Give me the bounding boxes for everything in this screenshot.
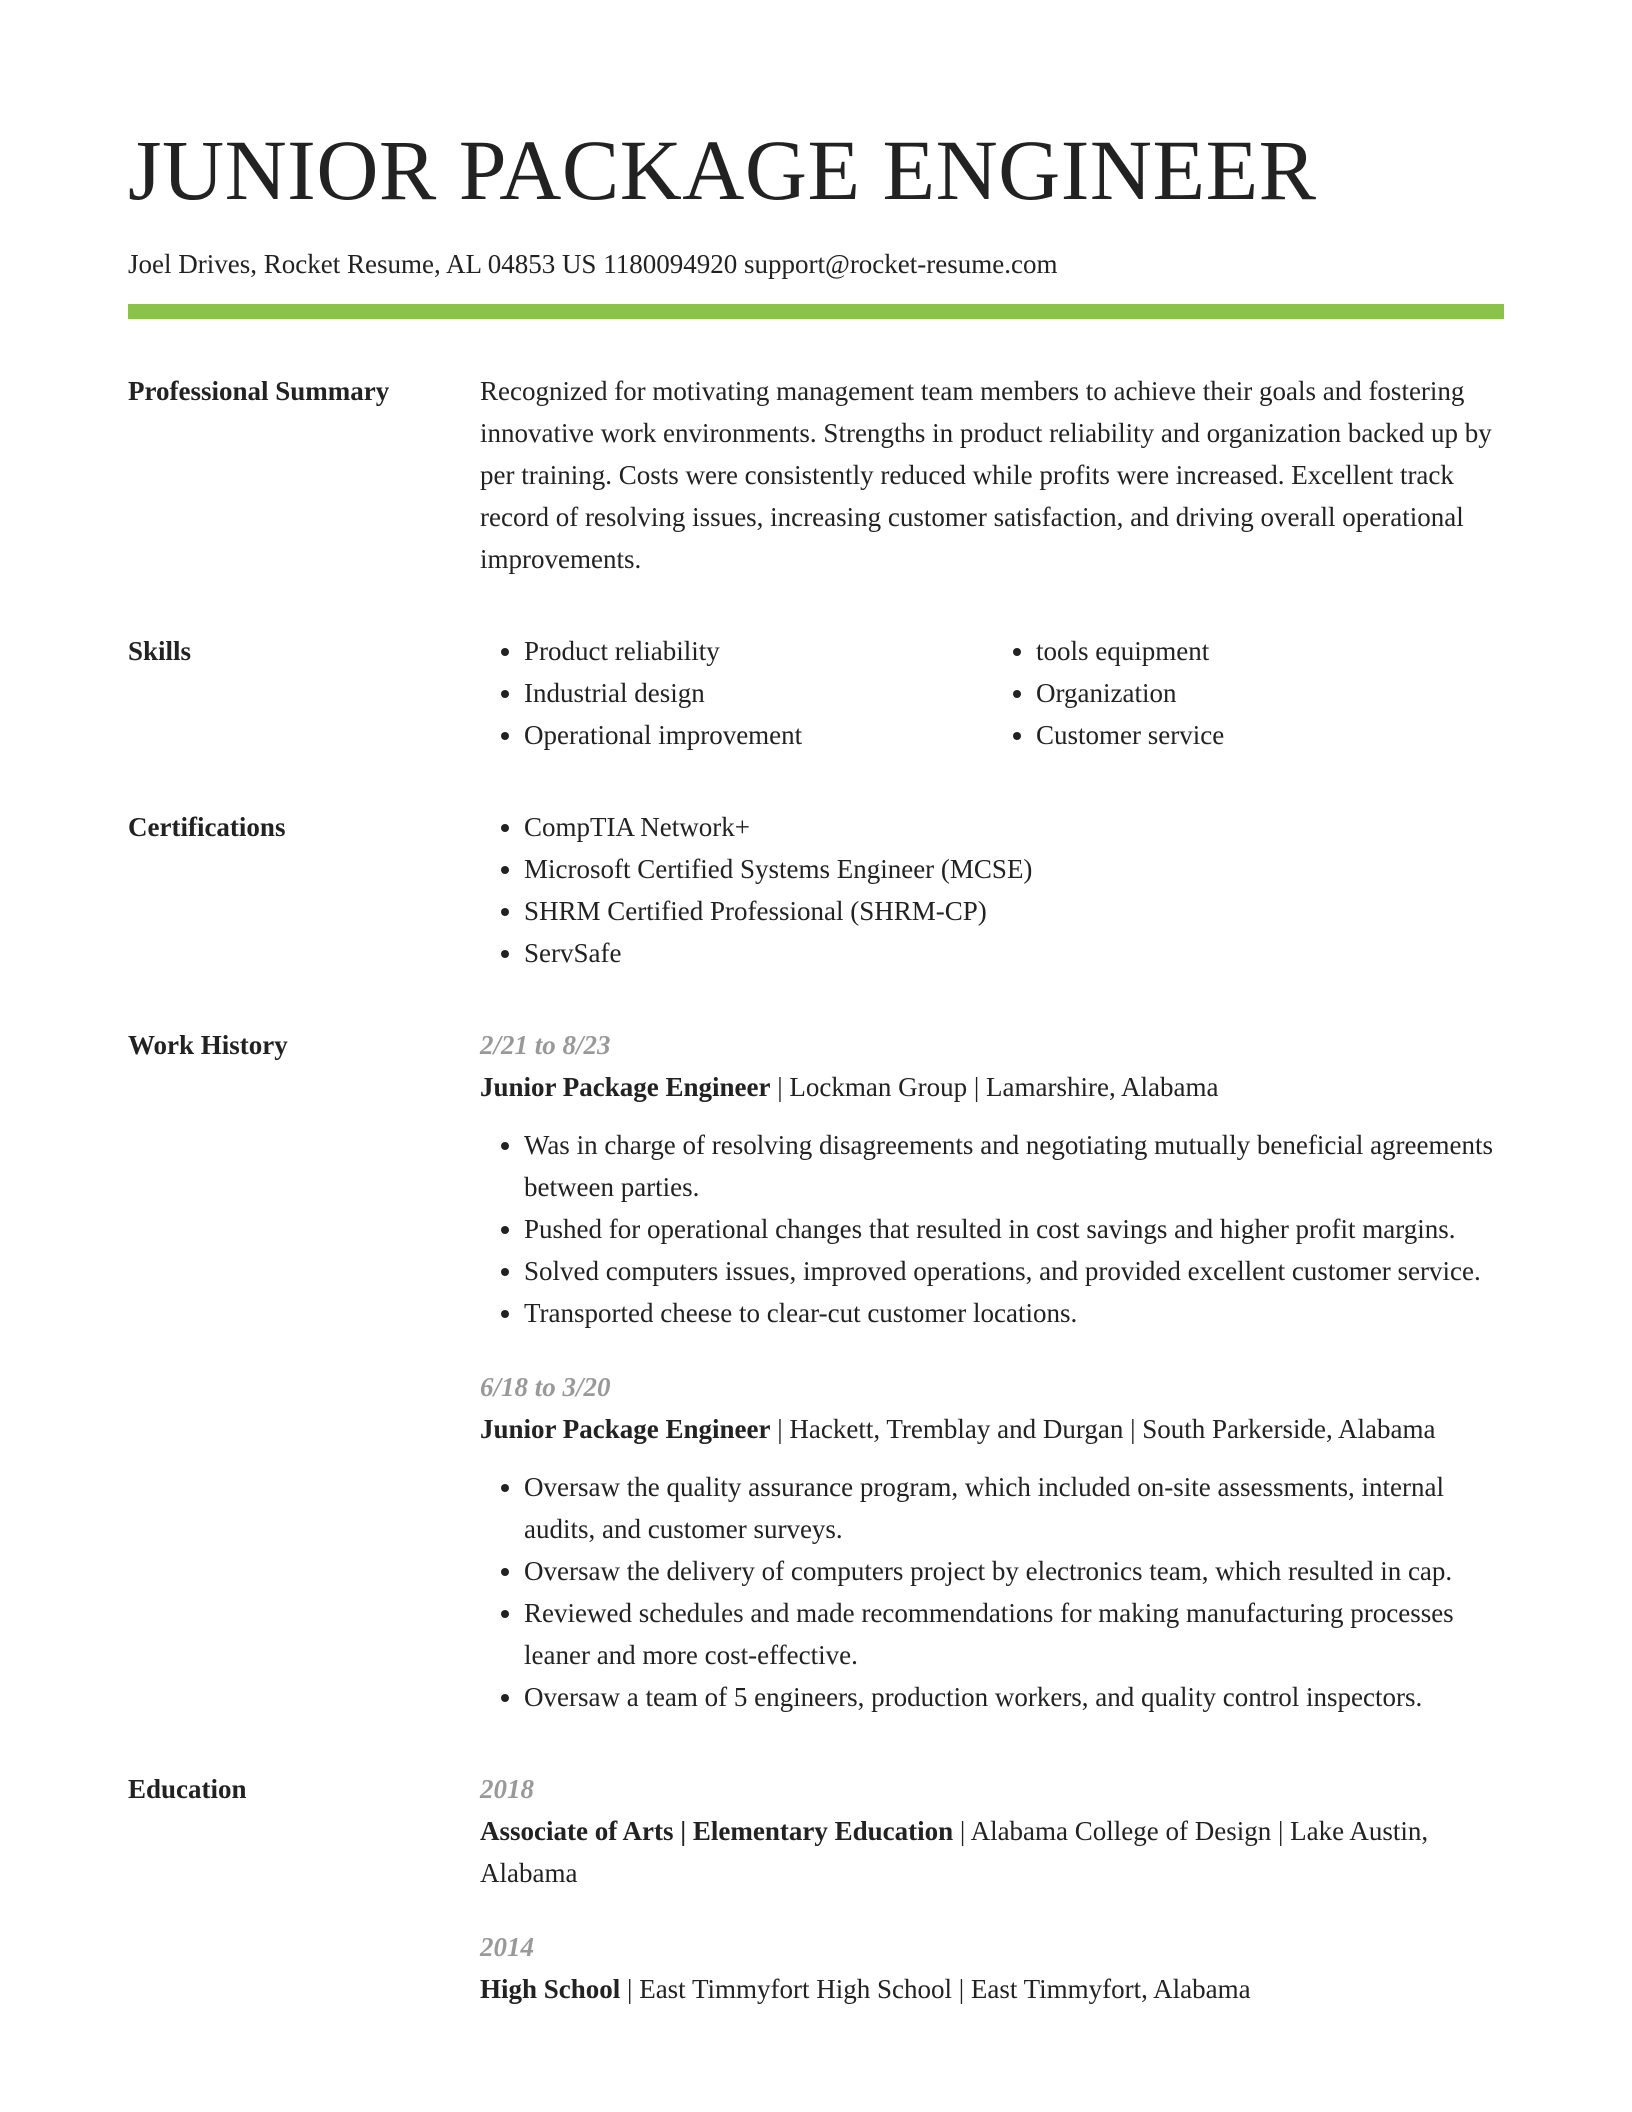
job-title: Junior Package Engineer [480,1414,771,1444]
skill-item: • Operational improvement [524,714,992,756]
certification-item: • SHRM Certified Professional (SHRM-CP) [524,890,1504,932]
contact-line: Joel Drives, Rocket Resume, AL 04853 US 1180094920 support@rocket-resume.com [128,249,1058,279]
summary-text: Recognized for motivating management team members to achieve their goals and fostering innovative work environments. Strengths in product reliability and organization backed up by per training. Costs were consistently reduced while profits were increased. Excellent track record of resolving issues, increasing customer satisfaction, and driving overall operational improvements. [480,376,1492,574]
job-bullet: • Was in charge of resolving disagreements and negotiating mutually beneficial agreements between parties. [524,1124,1504,1208]
section-label-education: Education [128,1774,247,1804]
education-detail [480,1810,1504,1894]
education-detail [480,1968,1504,2010]
skill-item: • tools equipment [1036,630,1504,672]
education-date: 2018 [480,1774,534,1804]
education-date: 2014 [480,1932,534,1962]
certification-item: • ServSafe [524,932,1504,974]
section-label-work: Work History [128,1030,288,1060]
accent-divider [128,304,1504,319]
education-degree: Associate of Arts | Elementary Education [480,1816,954,1846]
skill-item: • Product reliability [524,630,992,672]
job-bullet: • Transported cheese to clear-cut customer locations. [524,1292,1504,1334]
certifications-list [480,806,1504,974]
job-entry [480,1366,1504,1718]
education-section [128,1768,1504,2010]
skills-column-2 [992,630,1504,756]
certification-item: • Microsoft Certified Systems Engineer (MCSE) [524,848,1504,890]
job-role [480,1408,1504,1450]
resume-title: JUNIOR PACKAGE ENGINEER [128,122,1317,218]
job-bullet: • Pushed for operational changes that resulted in cost savings and higher profit margins. [524,1208,1504,1250]
skills-list [480,630,1504,756]
job-details: | Lockman Group | Lamarshire, Alabama [770,1072,1219,1102]
job-bullet: • Reviewed schedules and made recommendations for making manufacturing processes leaner and more cost-effective. [524,1592,1504,1676]
job-dates: 2/21 to 8/23 [480,1030,611,1060]
work-history-section [128,1024,1504,1718]
job-bullets [480,1124,1504,1334]
skill-item: • Organization [1036,672,1504,714]
job-entry [480,1024,1504,1334]
job-bullets [480,1466,1504,1718]
section-label-skills: Skills [128,636,192,666]
section-label-summary: Professional Summary [128,376,390,406]
job-bullet: • Solved computers issues, improved operations, and provided excellent customer service. [524,1250,1504,1292]
certification-item: • CompTIA Network+ [524,806,1504,848]
job-bullet: • Oversaw the quality assurance program, which included on-site assessments, internal audits, and customer surveys. [524,1466,1504,1550]
education-school: | East Timmyfort High School | East Timmyfort, Alabama [620,1974,1251,2004]
skill-item: • Industrial design [524,672,992,714]
job-details: | Hackett, Tremblay and Durgan | South Parkerside, Alabama [770,1414,1436,1444]
skills-section [128,630,1504,756]
skills-column-1 [480,630,992,756]
job-bullet: • Oversaw the delivery of computers project by electronics team, which resulted in cap. [524,1550,1504,1592]
education-school: | Alabama College of Design | Lake Austin, Alabama [480,1816,1429,1888]
skill-item: • Customer service [1036,714,1504,756]
job-dates: 6/18 to 3/20 [480,1372,611,1402]
section-label-certifications: Certifications [128,812,286,842]
education-entry [480,1768,1504,1894]
job-bullet: • Oversaw a team of 5 engineers, production workers, and quality control inspectors. [524,1676,1504,1718]
education-degree: High School [480,1974,621,2004]
job-role [480,1066,1504,1108]
job-title: Junior Package Engineer [480,1072,771,1102]
summary-section [128,370,1504,580]
education-entry [480,1926,1504,2010]
certifications-section [128,806,1504,974]
